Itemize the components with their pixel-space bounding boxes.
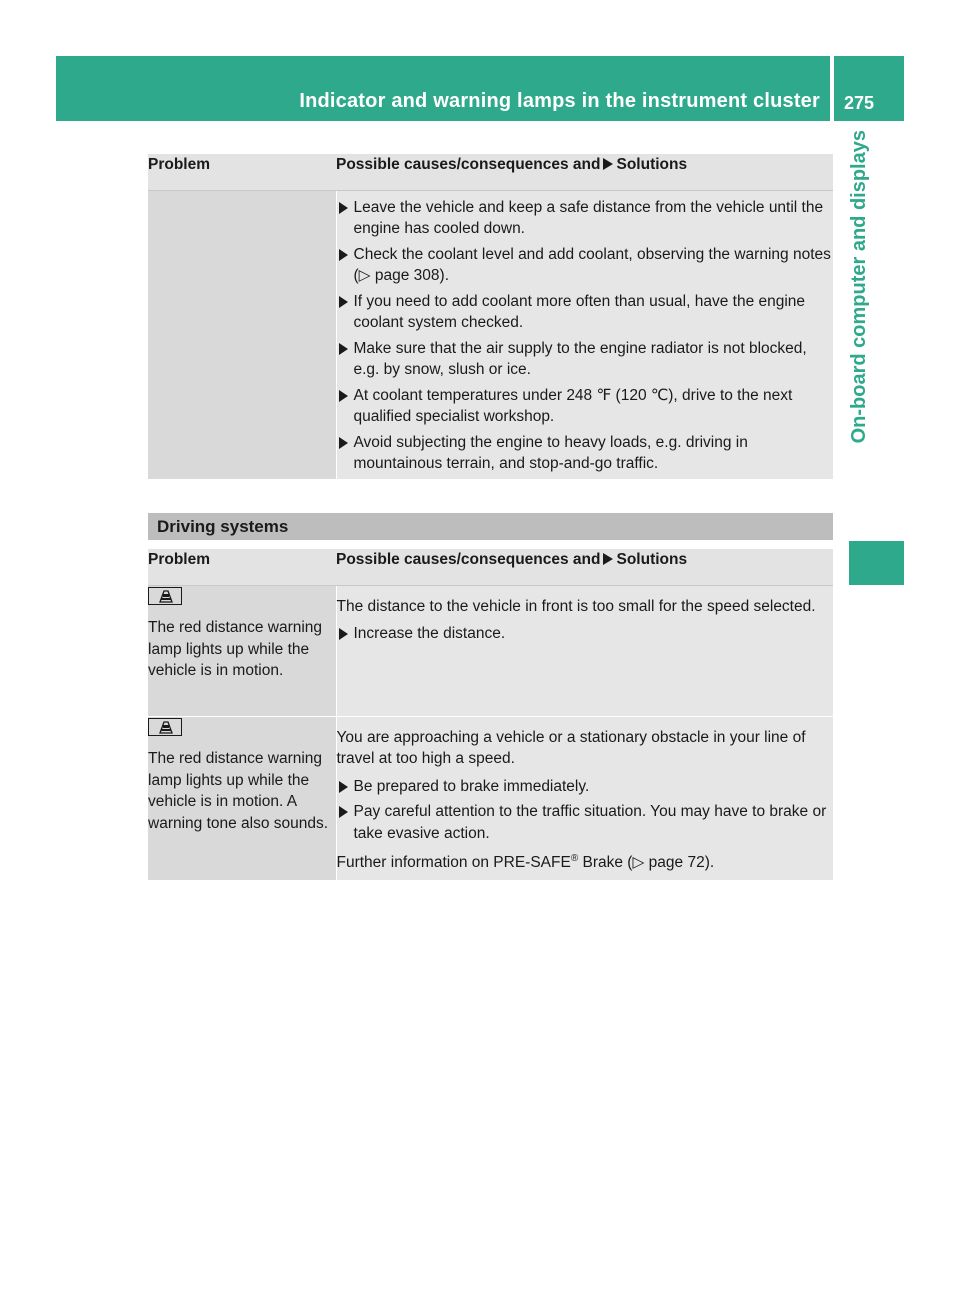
solutions-cell — [336, 190, 833, 479]
bullet-arrow-icon — [339, 437, 348, 449]
problem-cell — [148, 585, 336, 716]
side-tab-label: On-board computer and displays — [848, 130, 870, 444]
table-row — [148, 716, 833, 880]
problem-text: The red distance warning lamp lights up while the vehicle is in motion. A warning tone also sounds. — [148, 750, 329, 832]
problem-text: The red distance warning lamp lights up while the vehicle is in motion. — [148, 619, 323, 679]
list-item: Check the coolant level and add coolant, observing the warning notes (▷ page 308). — [337, 244, 834, 287]
bullet-arrow-icon — [339, 343, 348, 355]
further-info: Further information on PRE-SAFE® Brake (▷ page 72). — [336, 852, 715, 871]
bullet-arrow-icon — [339, 628, 348, 640]
page-number: 275 — [844, 93, 875, 113]
cause-text: The distance to the vehicle in front is too small for the speed selected. — [336, 597, 816, 615]
problem-cell — [148, 716, 336, 880]
section-title: Driving systems — [148, 513, 833, 540]
table-header-problem: Problem — [148, 549, 336, 585]
bullet-arrow-icon — [339, 390, 348, 402]
page-number-box — [834, 56, 904, 121]
driving-systems-table — [148, 549, 833, 880]
list-item: Make sure that the air supply to the engine radiator is not blocked, e.g. by snow, slush or ice. — [337, 338, 834, 381]
header-solutions-text: Solutions — [616, 156, 688, 173]
table-row — [148, 585, 833, 716]
header-solutions-text: Solutions — [616, 551, 688, 568]
list-item: At coolant temperatures under 248 ℉ (120 ℃), drive to the next qualified specialist workshop. — [337, 385, 834, 428]
solution-arrow-icon — [603, 158, 613, 170]
bullet-arrow-icon — [339, 296, 348, 308]
distance-warning-lamp-icon — [148, 587, 182, 605]
header-causes-text: Possible causes/consequences and — [336, 156, 601, 173]
side-tab — [848, 130, 872, 530]
table-header-problem: Problem — [148, 154, 336, 190]
solutions-cell — [336, 585, 833, 716]
bullet-arrow-icon — [339, 249, 348, 261]
coolant-table — [148, 154, 833, 479]
solutions-cell — [336, 716, 833, 880]
list-item: Increase the distance. — [337, 623, 834, 645]
list-item: Leave the vehicle and keep a safe distance from the vehicle until the engine has cooled down. — [337, 197, 834, 240]
bullet-arrow-icon — [339, 806, 348, 818]
cause-text: You are approaching a vehicle or a stationary obstacle in your line of travel at too high a speed. — [336, 728, 806, 767]
solution-arrow-icon — [603, 553, 613, 565]
list-item: If you need to add coolant more often than usual, have the engine coolant system checked. — [337, 291, 834, 334]
header-bar — [56, 56, 830, 121]
distance-warning-lamp-icon — [148, 718, 182, 736]
list-item: Pay careful attention to the traffic situation. You may have to brake or take evasive action. — [337, 801, 834, 844]
problem-cell — [148, 190, 336, 479]
list-item: Avoid subjecting the engine to heavy loads, e.g. driving in mountainous terrain, and stop-and-go traffic. — [337, 432, 834, 475]
list-item: Be prepared to brake immediately. — [337, 776, 834, 798]
side-tab-marker — [849, 541, 904, 585]
header-causes-text: Possible causes/consequences and — [336, 551, 601, 568]
bullet-arrow-icon — [339, 202, 348, 214]
table-header-solutions — [336, 549, 833, 585]
bullet-arrow-icon — [339, 781, 348, 793]
page-title: Indicator and warning lamps in the instrument cluster — [299, 90, 820, 112]
table-header-solutions — [336, 154, 833, 190]
